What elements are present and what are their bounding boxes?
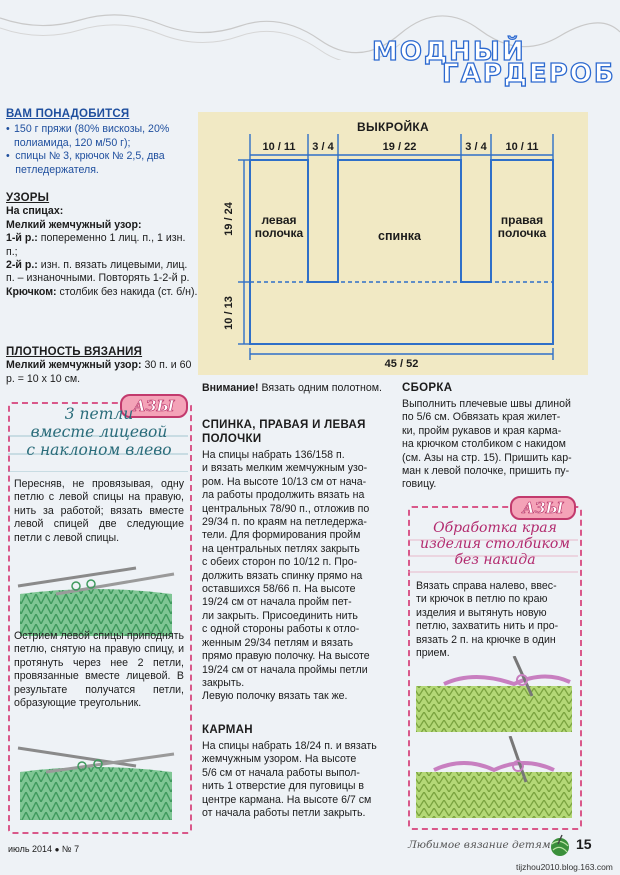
back-line: Левую полочку вязать так же. [202, 690, 348, 703]
issue-date: июль 2014 [8, 844, 53, 854]
dim-top-5: 10 / 11 [505, 141, 539, 153]
issue-info: июль 2014 ● № 7 [8, 844, 80, 854]
gauge-heading: ПЛОТНОСТЬ ВЯЗАНИЯ [6, 346, 143, 358]
left-front-label-line: левая [261, 213, 297, 227]
pocket-instructions [202, 740, 394, 820]
yarn-ball-icon [548, 834, 572, 858]
materials-block [6, 108, 198, 177]
pocket-heading: КАРМАН [202, 724, 253, 736]
pattern-schema [198, 112, 588, 375]
crochet-text: столбик без накида (ст. б/н). [59, 285, 198, 298]
tip1-para1: Пересняв, не провязывая, одну петлю с левой спицы на правую, нить за работой; вязать вместе левой спицей две следующие петли с левой спицы. [14, 478, 184, 544]
right-front-label [491, 214, 553, 240]
tip1-badge: АЗЫ [120, 394, 188, 418]
back-line: с обеих сторон по 10/12 п. Про- [202, 556, 358, 569]
back-line: и вязать мелким жемчужным узо- [202, 462, 368, 475]
back-line: на центральных петлях закрыть [202, 542, 360, 555]
gauge-text: 30 п. и 60 р. = 10 х 10 см. [6, 359, 192, 385]
tip1-title-line: вместе лицевой [30, 423, 168, 441]
attention-note [202, 382, 392, 395]
tip1-title [14, 405, 184, 459]
row1-text: попеременно 1 лиц. п., 1 изн. п.; [6, 232, 186, 258]
pocket-line: жемчужным узором. На высоте [202, 753, 357, 766]
back-line: 19/24 см от начала проймы петли [202, 663, 368, 676]
tip2-line: ти крючок в петлю по краю [416, 593, 548, 606]
tip2-title-line: без накида [454, 552, 536, 568]
tip2-line: вязать 2 п. на крючке в один [416, 633, 556, 646]
pearl-pattern-title: Мелкий жемчужный узор: [6, 218, 142, 231]
materials-heading: ВАМ ПОНАДОБИТСЯ [6, 108, 130, 120]
right-front-label-line: правая [500, 213, 544, 227]
gauge-block [6, 346, 198, 386]
tip2-line: прием. [416, 647, 450, 660]
back-line: с одной стороны работы к отло- [202, 623, 360, 636]
tip2-title-line: Обработка края [433, 520, 557, 536]
pocket-line: 5/6 см от начала работы выпол- [202, 766, 360, 779]
right-front-label-line: полочка [497, 226, 547, 240]
page-number: 15 [576, 836, 592, 852]
pocket-line: На спицы набрать 18/24 п. и вязать [202, 740, 377, 752]
back-heading-line: ПОЛОЧКИ [202, 433, 262, 445]
back-line: центральных 78/90 п., отложив по [202, 502, 370, 515]
tip2-line: петлю, захватить нить и про- [416, 620, 559, 633]
row2-text: изн. п. вязать лицевыми, лиц. п. – изнаночными. Повторять 1-2-й р. [6, 259, 190, 285]
back-line: На спицы набрать 136/158 п. [202, 449, 345, 461]
back-line: ли закрыть. Присоединить нить [202, 609, 358, 622]
dim-top-3: 19 / 22 [382, 141, 417, 153]
magazine-name: Любимое вязание детям [408, 839, 551, 851]
assembly-line: ман к левой полочке, пришить пу- [402, 465, 570, 478]
gauge-label: Мелкий жемчужный узор: [6, 359, 142, 372]
attention-text: Вязать одним полотном. [261, 382, 382, 394]
tip2-title [412, 520, 578, 568]
back-label: спинка [378, 229, 421, 243]
back-line: ла работы продолжить вязать на [202, 489, 365, 502]
tip2-title-line: изделия столбиком [420, 536, 570, 552]
back-line: 29/34 п. по краям на петледержа- [202, 516, 367, 529]
assembly-line: по 5/6 см. Обвязать края жилет- [402, 411, 561, 424]
tip2-line: изделия и вытянуть новую [416, 606, 547, 619]
dim-top-1: 10 / 11 [262, 141, 296, 153]
patterns-heading: УЗОРЫ [6, 192, 50, 204]
back-heading-line: СПИНКА, ПРАВАЯ И ЛЕВАЯ [202, 419, 366, 431]
row1-label: 1-й р.: [6, 232, 38, 245]
tip2-badge: АЗЫ [510, 496, 576, 520]
back-line: прямо правую полочку. На высоте [202, 650, 370, 663]
pocket-line: центре кармана. На высоте 6/7 см [202, 793, 372, 806]
materials-item: • 150 г пряжи (80% вискозы, 20% полиамида, 120 м/50 г); [6, 123, 198, 150]
on-needles-label: На спицах: [6, 205, 64, 218]
back-line: 19/24 см от начала пройм пет- [202, 596, 352, 609]
crochet-illustration-2 [414, 736, 574, 818]
back-heading [202, 418, 392, 446]
back-line: женным 29/34 петлям и вязать [202, 636, 354, 649]
magazine-section-title [372, 37, 616, 89]
assembly-line: говицу. [402, 478, 437, 491]
knitting-illustration-2 [16, 742, 176, 820]
row2-label: 2-й р.: [6, 259, 38, 272]
materials-item-text: спицы № 3, крючок № 2,5, два петледержателя. [15, 150, 165, 176]
assembly-line: (см. Азы на стр. 15). Пришить кар- [402, 451, 572, 464]
dim-bottom: 45 / 52 [384, 358, 419, 370]
back-instructions [202, 449, 394, 704]
dim-left-upper: 19 / 24 [223, 202, 235, 236]
assembly-heading: СБОРКА [402, 382, 453, 394]
brand-line2: ГАРДЕРОБ [442, 59, 616, 89]
back-line: должить вязать спинку прямо на [202, 569, 363, 582]
dim-left-lower: 10 / 13 [223, 296, 235, 330]
tip2-line: Вязать справа налево, ввес- [416, 580, 557, 592]
pocket-line: от начала работы петли закрыть. [202, 807, 366, 820]
back-line: закрыть. [202, 676, 245, 689]
assembly-line: Выполнить плечевые швы длиной [402, 398, 571, 410]
knitting-illustration-1 [16, 564, 176, 636]
back-line: оставшихся 58/66 п. На высоте [202, 583, 356, 596]
attention-label: Внимание! [202, 382, 259, 394]
crochet-illustration-1 [414, 656, 574, 732]
left-front-label-line: полочка [254, 226, 304, 240]
brand-line1: МОДНЫЙ [372, 37, 526, 67]
pocket-line: нить 1 отверстие для пуговицы в [202, 780, 365, 793]
crochet-label: Крючком: [6, 285, 57, 298]
materials-item-text: 150 г пряжи (80% вискозы, 20% полиамида, 120 м/50 г); [14, 123, 170, 149]
materials-item: • спицы № 3, крючок № 2,5, два петледержателя. [6, 150, 198, 177]
back-line: ром. На высоте 10/13 см от нача- [202, 475, 367, 488]
tip1-title-line: с наклоном влево [26, 441, 172, 459]
assembly-line: ки, пройм рукавов и края карма- [402, 424, 562, 437]
tip1-para2: Острием левой спицы приподнять петлю, снятую на правую спицу, и протянуть через нее 2 петли, провязанные вместе лицевой. В результате получатся петли, образующие треугольник. [14, 630, 184, 710]
source-watermark: tijzhou2010.blog.163.com [516, 862, 613, 872]
assembly-instructions [402, 398, 592, 492]
schema-title: ВЫКРОЙКА [357, 120, 429, 134]
patterns-block [6, 192, 198, 299]
dim-top-2: 3 / 4 [312, 141, 334, 153]
issue-number: № 7 [61, 844, 80, 854]
tip1-title-line: 3 петли [64, 405, 134, 423]
back-line: тели. Для формирования пройм [202, 529, 361, 542]
left-front-label [250, 214, 308, 240]
assembly-line: на крючком столбиком с накидом [402, 438, 566, 451]
dim-top-4: 3 / 4 [465, 141, 487, 153]
tip2-instructions [416, 580, 578, 660]
